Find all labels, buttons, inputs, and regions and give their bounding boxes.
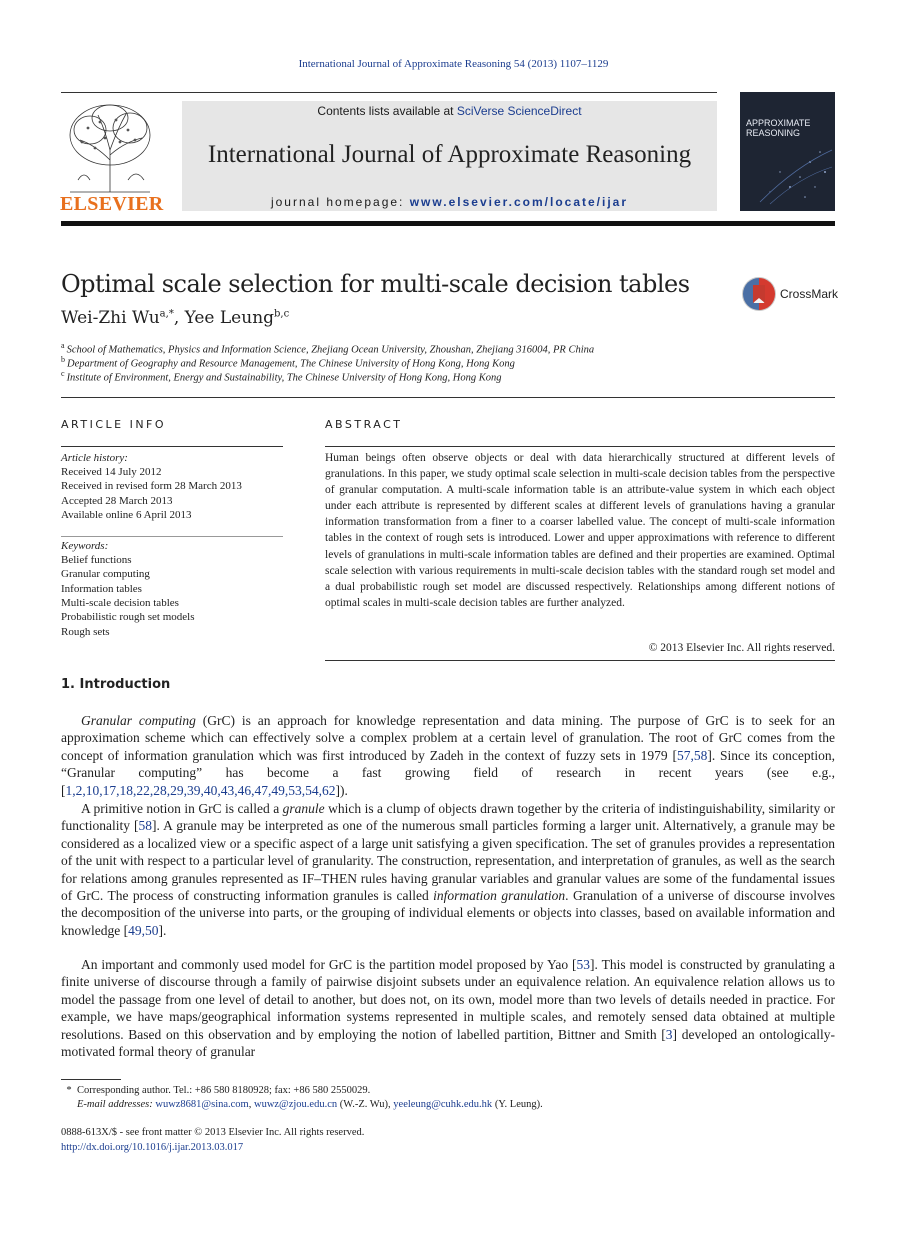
keyword: Belief functions xyxy=(61,554,132,566)
affiliation xyxy=(61,369,502,384)
paragraph-text: ] developed an ontologically-motivated formal theory of granular xyxy=(61,1026,835,1060)
footnote-mark: * xyxy=(66,1085,72,1096)
keywords-label: Keywords: xyxy=(61,540,109,552)
paragraph-text: ]. This model is constructed by granulating a finite universe of discourse through a family of pairwise disjoint subsets under an equivalence relation. An equivalence relation allows us to model the passage from one level of detail to another, but does not, on its own, model more than two levels of details needed in practice. For example, we have maps/geographical information systems represented in multiple scales, and remotely sensed data obtained at multiple resolutions. Based on this observation and by employing the notion of labelled partition, Bittner and Smith [ xyxy=(61,957,836,1042)
abstract-heading: ABSTRACT xyxy=(325,418,403,431)
paper-title: Optimal scale selection for multi-scale decision tables xyxy=(61,270,690,298)
contents-prefix: Contents lists available at xyxy=(317,104,454,118)
term-emphasis: information granulation xyxy=(433,888,566,904)
email-owner: (W.-Z. Wu), xyxy=(337,1099,394,1110)
abstract-bottom-rule xyxy=(325,660,835,661)
article-info-heading: ARTICLE INFO xyxy=(61,418,167,431)
citation-link[interactable]: 1,2,10,17,18,22,28,29,39,40,43,46,47,49,53,54,62 xyxy=(65,782,336,798)
email-link[interactable]: wuwz@zjou.edu.cn xyxy=(253,1099,338,1110)
author-affiliation-marks: a,* xyxy=(159,308,174,320)
term-emphasis: granule xyxy=(282,801,325,816)
footnote-rule xyxy=(61,1079,121,1080)
affiliation-text: Institute of Environment, Energy and Sustainability, The Chinese University of Hong Kong, Hong Kong xyxy=(66,372,502,384)
footer-issn: 0888-613X/$ - see front matter © 2013 Elsevier Inc. All rights reserved. xyxy=(61,1127,365,1138)
citation-link[interactable]: 3 xyxy=(665,1026,673,1042)
cover-title-line2: REASONING xyxy=(746,128,801,138)
author-affiliation-marks: b,c xyxy=(274,308,290,320)
paragraph-text: ]). xyxy=(335,782,348,798)
sciencedirect-link[interactable]: SciVerse ScienceDirect xyxy=(456,104,582,118)
cover-title xyxy=(746,118,810,138)
history-item: Received 14 July 2012 xyxy=(61,466,162,478)
affiliation-mark: b xyxy=(61,355,65,364)
email-link[interactable]: yeeleung@cuhk.edu.hk xyxy=(393,1099,493,1110)
affiliation-mark: a xyxy=(61,341,65,350)
journal-cover-image[interactable] xyxy=(740,92,835,211)
contents-line xyxy=(182,104,717,118)
citation-link[interactable]: 58 xyxy=(138,818,153,834)
citation-link[interactable]: 49,50 xyxy=(128,922,159,938)
crossmark-icon[interactable] xyxy=(741,276,777,312)
elsevier-tree-logo xyxy=(60,100,160,196)
affiliation xyxy=(61,355,515,370)
abstract-rule xyxy=(325,446,835,447)
paragraph-text: ]. Since its conception, “Granular computing” has become a fast growing field of research in recent years (see e.g., [ xyxy=(61,747,835,798)
keyword: Probabilistic rough set models xyxy=(61,611,195,623)
masthead-top-rule xyxy=(61,92,717,93)
history-label: Article history: xyxy=(61,452,128,464)
keyword: Multi-scale decision tables xyxy=(61,597,179,609)
footnote-text: Corresponding author. Tel.: +86 580 8180928; fax: +86 580 2550029. xyxy=(77,1085,371,1096)
cover-title-line1: APPROXIMATE xyxy=(746,118,811,128)
homepage-prefix: journal homepage: xyxy=(270,195,405,209)
homepage-line xyxy=(182,195,717,209)
footnote-emails: E-mail addresses: wuwz8681@sina.com, wuwz@zjou.edu.cn (W.-Z. Wu), yeeleung@cuhk.edu.hk (Y. Leung). xyxy=(77,1099,543,1110)
section-heading-introduction: 1. Introduction xyxy=(61,677,171,692)
citation-link[interactable]: 53 xyxy=(576,957,591,972)
author-list: Wei-Zhi $Wu^{a,*}$, Yee Leung$^{b,c}$ xyxy=(61,308,290,328)
affiliation-text: School of Mathematics, Physics and Information Science, Zhejiang Ocean University, Zhoushan, Zhejiang 316004, PR China xyxy=(66,344,595,356)
paragraph-text: which is a clump of objects drawn together by the criteria of indistinguishability, similarity or functionality [ xyxy=(61,801,835,834)
abstract-text: Human beings often observe objects or deal with data hierarchically structured at different levels of granulations. In this paper, we study optimal scale selection in multi-scale decision tables from the perspective of granular computation. A multi-scale information table is an attribute-value system in which each object under each attribute is represented by different scales at different levels of granulations having a granular information transformation from a finer to a coarser labelled value. The concept of multi-scale information tables in the context of rough sets is introduced. Lower and upper approximations with reference to different levels of granulations in multi-scale information tables are defined and their properties are examined. Optimal scale selection with various requirements in multi-scale decision tables with the standard rough set model and a dual probabilistic rough set model are discussed respectively. Relationships among different notions of optimal scales in multi-scale decision tables are further analyzed. xyxy=(325,452,835,609)
homepage-link[interactable]: www.elsevier.com/locate/ijar xyxy=(409,195,629,209)
history-item: Available online 6 April 2013 xyxy=(61,509,192,521)
history-item: Received in revised form 28 March 2013 xyxy=(61,480,242,492)
journal-title: International Journal of Approximate Reasoning xyxy=(207,141,692,168)
keywords-rule xyxy=(61,536,283,537)
author-name[interactable]: Wei-Zhi Wu xyxy=(61,308,160,328)
abstract-copyright: © 2013 Elsevier Inc. All rights reserved. xyxy=(648,642,835,654)
paragraph-text: ]. xyxy=(158,922,167,938)
affiliation-mark: c xyxy=(61,369,65,378)
term-emphasis: Granular computing xyxy=(81,713,196,728)
doi-link[interactable]: http://dx.doi.org/10.1016/j.ijar.2013.03.017 xyxy=(61,1142,244,1153)
keyword: Rough sets xyxy=(61,626,110,638)
footnote-corresponding xyxy=(61,1085,370,1096)
crossmark-label[interactable]: CrossMark xyxy=(780,287,839,301)
body-paragraph xyxy=(61,800,835,939)
body-paragraph xyxy=(61,712,835,799)
article-info-rule xyxy=(61,446,283,447)
email-link[interactable]: wuwz8681@sina.com xyxy=(155,1099,249,1110)
header-divider xyxy=(61,397,835,398)
email-owner: (Y. Leung). xyxy=(492,1099,543,1110)
keyword: Granular computing xyxy=(61,568,150,580)
author-name[interactable]: Yee Leung xyxy=(184,308,275,328)
paragraph-text: (GrC) is an approach for knowledge representation and data mining. The purpose of GrC is to seek for an approximation scheme which can effectively solve a complex problem at a certain level of granulation. The root of GrC comes from the concept of information granulation which was first introduced by Zadeh in the context of fuzzy sets in 1979 [ xyxy=(61,713,836,763)
journal-reference[interactable]: International Journal of Approximate Reasoning 54 (2013) 1107–1129 xyxy=(298,58,609,70)
paragraph-text: . Granulation of a universe of discourse involves the decomposition of the universe into parts, or the grouping of individual elements or objects into classes, based on available information and knowledge [ xyxy=(61,888,835,938)
history-item: Accepted 28 March 2013 xyxy=(61,495,173,507)
paragraph-text: An important and commonly used model for GrC is the partition model proposed by Yao [ xyxy=(81,957,577,972)
cover-starfield xyxy=(740,92,835,211)
email-label: E-mail addresses: xyxy=(77,1099,153,1110)
citation-link[interactable]: 57,58 xyxy=(676,747,708,763)
affiliation xyxy=(61,341,594,356)
body-paragraph xyxy=(61,956,835,1060)
affiliation-text: Department of Geography and Resource Management, The Chinese University of Hong Kong, Hong Kong xyxy=(67,358,515,370)
paragraph-text: A primitive notion in GrC is called a xyxy=(81,801,283,816)
elsevier-wordmark: ELSEVIER xyxy=(60,193,164,215)
keyword: Information tables xyxy=(61,583,142,595)
masthead-rule xyxy=(61,221,835,226)
paragraph-text: ]. A granule may be interpreted as one of the numerous small particles forming a larger unit. Alternatively, a granule may be considered as a localized view or a specific aspect of a large unit satisfying a given specification. The set of granules provides a representation of the unit with respect to a particular level of granularity. The construction, representation, and interpretation of granules, as well as the search for relations among granules represented as IF–THEN rules having granular variables and granular values are some of the fundamental issues of GrC. The process of constructing information granules is called xyxy=(61,818,835,904)
